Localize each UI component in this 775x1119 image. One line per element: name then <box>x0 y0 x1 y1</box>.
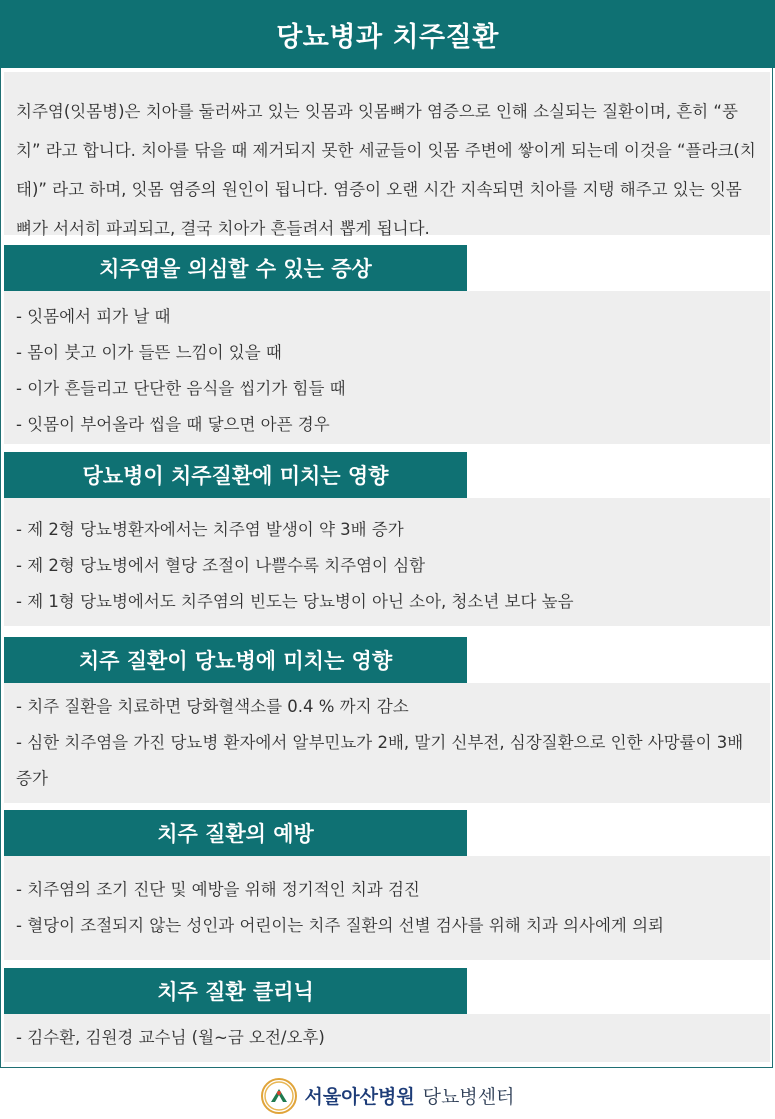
section-body-symptoms <box>4 291 770 444</box>
title-banner <box>0 0 775 68</box>
section-heading-diabetes-effect <box>4 452 467 498</box>
asan-medical-center-logo-icon <box>261 1078 297 1114</box>
footer <box>0 1072 775 1119</box>
section-title: 치주 질환의 예방 <box>157 822 314 846</box>
section-heading-symptoms <box>4 245 467 291</box>
list-item: - 잇몸이 부어올라 씹을 때 닿으면 아픈 경우 <box>16 415 330 434</box>
section-body-periodontal-effect <box>4 683 770 803</box>
section-title: 치주 질환이 당뇨병에 미치는 영향 <box>78 649 393 673</box>
section-title: 치주염을 의심할 수 있는 증상 <box>99 257 372 281</box>
list-item: - 제 2형 당뇨병에서 혈당 조절이 나쁠수록 치주염이 심함 <box>16 556 426 575</box>
list-item: - 김수환, 김원경 교수님 (월~금 오전/오후) <box>16 1028 325 1047</box>
list-item: - 제 2형 당뇨병환자에서는 치주염 발생이 약 3배 증가 <box>16 520 404 539</box>
hospital-name: 서울아산병원 <box>304 1086 415 1108</box>
list-item: - 이가 흔들리고 단단한 음식을 씹기가 힘들 때 <box>16 379 346 398</box>
list-item: - 치주염의 조기 진단 및 예방을 위해 정기적인 치과 검진 <box>16 880 420 899</box>
section-body-clinic <box>4 1014 770 1062</box>
intro-text: 치주염(잇몸병)은 치아를 둘러싸고 있는 잇몸과 잇몸뼈가 염증으로 인해 소실되는 질환이며, 흔히 “풍치” 라고 합니다. 치아를 닦을 때 제거되지 못한 세균들이 잇몸 주변에 쌓이게 되는데 이것을 “플라크(치태)” 라고 하며, 잇몸 염증의 원인이 됩니다. 염증이 오랜 시간 지속되면 치아를 지탱 해주고 있는 잇몸 뼈가 서서히 파괴되고, 결국 치아가 흔들려서 뽑게 됩니다. <box>16 102 756 238</box>
list-item: - 심한 치주염을 가진 당뇨병 환자에서 알부민뇨가 2배, 말기 신부전, 심장질환으로 인한 사망률이 3배 증가 <box>16 733 744 788</box>
section-title: 당뇨병이 치주질환에 미치는 영향 <box>82 464 389 488</box>
section-body-prevention <box>4 856 770 960</box>
list-item: - 잇몸에서 피가 날 때 <box>16 307 171 326</box>
intro-panel <box>4 72 770 238</box>
list-item: - 치주 질환을 치료하면 당화혈색소를 0.4 % 까지 감소 <box>16 697 409 716</box>
list-item: - 혈당이 조절되지 않는 성인과 어린이는 치주 질환의 선별 검사를 위해 치과 의사에게 의뢰 <box>16 916 664 935</box>
section-heading-clinic <box>4 968 467 1014</box>
section-heading-prevention <box>4 810 467 856</box>
section-title: 치주 질환 클리닉 <box>157 980 314 1004</box>
list-item: - 몸이 붓고 이가 들뜬 느낌이 있을 때 <box>16 343 282 362</box>
section-body-diabetes-effect <box>4 498 770 626</box>
section-heading-periodontal-effect <box>4 637 467 683</box>
page-title: 당뇨병과 치주질환 <box>276 21 499 53</box>
list-item: - 제 1형 당뇨병에서도 치주염의 빈도는 당뇨병이 아닌 소아, 청소년 보다 높음 <box>16 592 574 611</box>
center-name: 당뇨병센터 <box>422 1086 515 1108</box>
